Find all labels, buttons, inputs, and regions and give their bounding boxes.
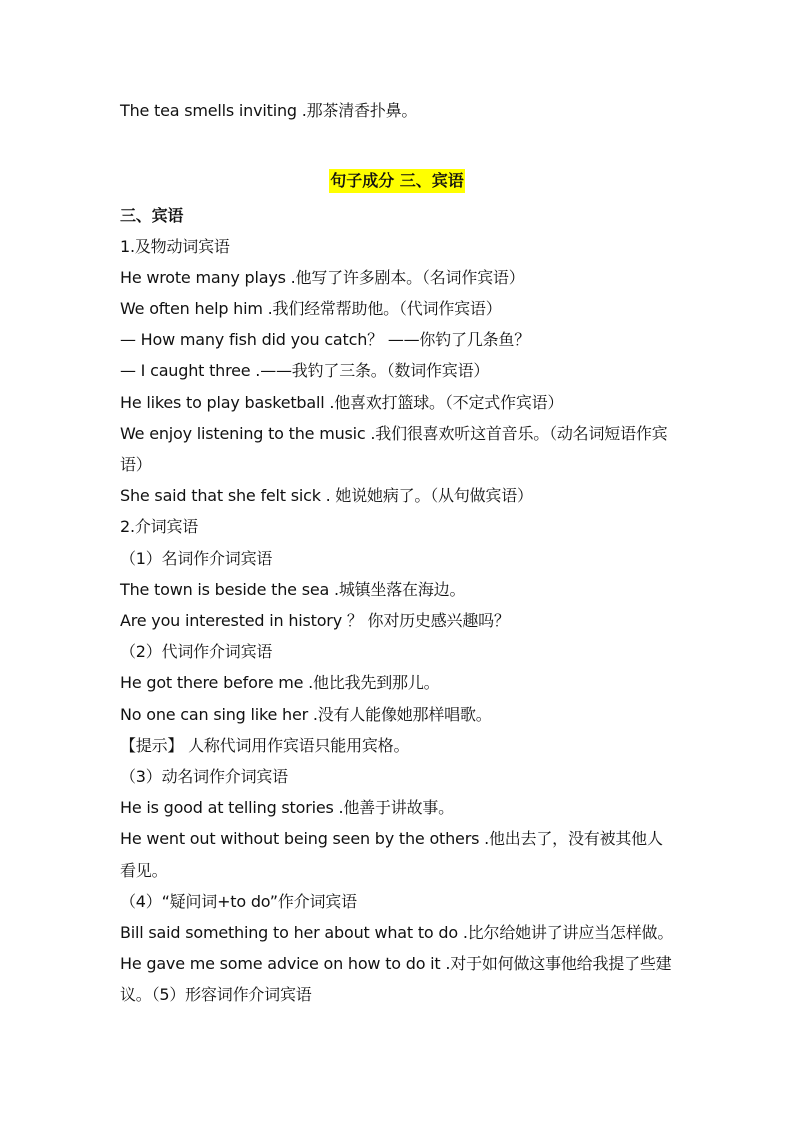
intro-line: The tea smells inviting .那茶清香扑鼻。 xyxy=(120,101,418,120)
section-title xyxy=(0,169,794,193)
text-line: 2.介词宾语 xyxy=(120,517,199,536)
text-line: 语） xyxy=(120,455,152,474)
text-line: We enjoy listening to the music .我们很喜欢听这首音乐。（动名词短语作宾 xyxy=(120,424,668,443)
section-heading: 三、宾语 xyxy=(120,206,184,225)
text-line: — I caught three .——我钓了三条。（数词作宾语） xyxy=(120,361,490,380)
text-line: No one can sing like her .没有人能像她那样唱歌。 xyxy=(120,705,492,724)
text-line: Bill said something to her about what to do .比尔给她讲了讲应当怎样做。 xyxy=(120,923,674,942)
text-line: She said that she felt sick . 她说她病了。（从句做宾语） xyxy=(120,486,533,505)
text-line: He gave me some advice on how to do it .对于如何做这事他给我提了些建 xyxy=(120,954,672,973)
section-title-highlight: 句子成分 三、宾语 xyxy=(329,169,465,193)
text-line: （3）动名词作介词宾语 xyxy=(120,767,288,786)
text-line: 1.及物动词宾语 xyxy=(120,237,230,256)
text-line: （4）“疑问词+to do”作介词宾语 xyxy=(120,892,357,911)
text-line: — How many fish did you catch？ ——你钓了几条鱼？ xyxy=(120,330,531,349)
text-line: （1）名词作介词宾语 xyxy=(120,549,273,568)
text-line: He is good at telling stories .他善于讲故事。 xyxy=(120,798,454,817)
text-line: He went out without being seen by the others .他出去了，没有被其他人 xyxy=(120,829,663,848)
text-line: 议。（5）形容词作介词宾语 xyxy=(120,985,312,1004)
text-line: He likes to play basketball .他喜欢打篮球。（不定式作宾语） xyxy=(120,393,564,412)
text-line: 看见。 xyxy=(120,861,168,880)
text-line: He wrote many plays .他写了许多剧本。（名词作宾语） xyxy=(120,268,525,287)
text-line: The town is beside the sea .城镇坐落在海边。 xyxy=(120,580,466,599)
text-line: Are you interested in history ？ 你对历史感兴趣吗？ xyxy=(120,611,510,630)
text-line: He got there before me .他比我先到那儿。 xyxy=(120,673,440,692)
text-line: （2）代词作介词宾语 xyxy=(120,642,273,661)
text-line: 【提示】 人称代词用作宾语只能用宾格。 xyxy=(120,736,410,755)
text-line: We often help him .我们经常帮助他。（代词作宾语） xyxy=(120,299,502,318)
